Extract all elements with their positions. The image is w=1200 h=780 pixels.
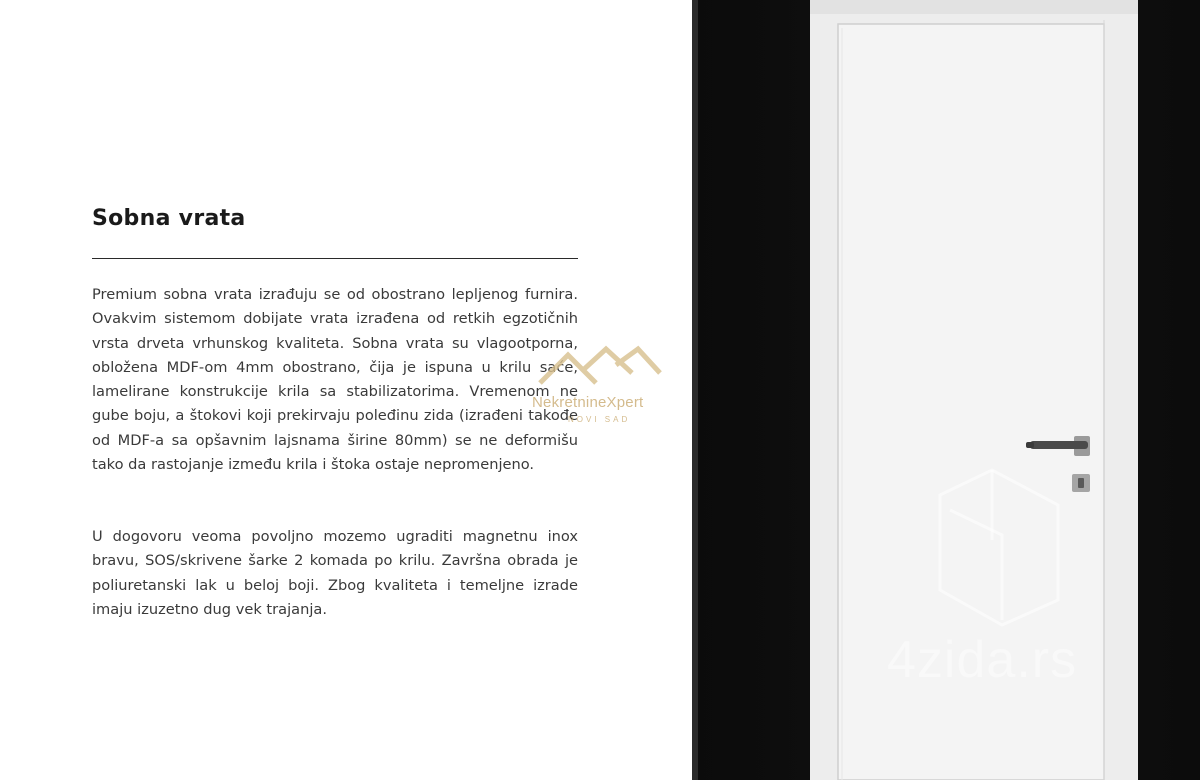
door-photo	[692, 0, 1200, 780]
site-brand-watermark: 4zida.rs	[887, 631, 1078, 689]
agency-city: NOVI SAD	[568, 415, 631, 424]
description-paragraph-2: U dogovoru veoma povoljno mozemo ugraditi magnetnu inox bravu, SOS/skrivene šarke 2 komada po krilu. Završna obrada je poliuretanski lak u beloj boji. Zbog kvaliteta i temeljne izrade imaju izuzetno dug vek trajanja.	[92, 528, 578, 618]
agency-watermark	[520, 343, 690, 435]
description-paragraph-1: Premium sobna vrata izrađuju se od obostrano lepljenog furnira. Ovakvim sistemom dobijate vrata izrađena od retkih egzotičnih vrsta drveta vrhunskog kvaliteta. Sobna vrata su vlagootporna, obložena MDF-om 4mm obostrano, čija je ispuna u krilu saće, lamelirane konstrukcije krila sa stabilizatorima. Vremenom ne gube boju, a štokovi koji prekirvaju polеđinu zida (izrađeni takođe od MDF-a sa opšavnim lajsnama širine 80mm) se ne deformišu tako da rastojanje između krila i štoka ostaje nepromenjeno.	[92, 286, 578, 474]
agency-name: NekretnineXpert	[532, 394, 644, 411]
roof-logo-icon	[520, 343, 690, 393]
page-title: Sobna vrata	[92, 206, 246, 231]
lock-plate-icon	[1072, 474, 1090, 492]
heading-divider	[92, 258, 578, 259]
